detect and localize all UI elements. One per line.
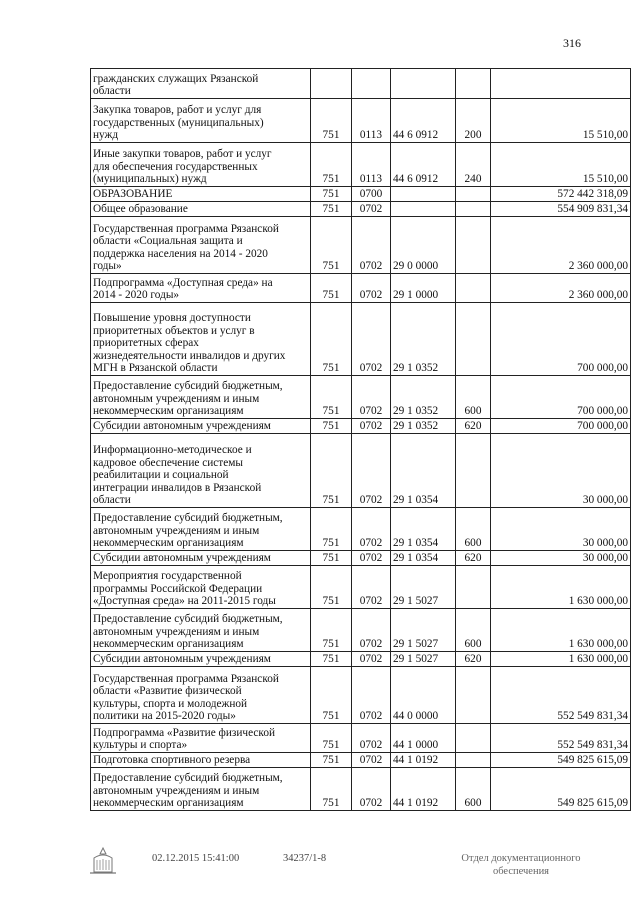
target-article-cell: 29 1 0000 xyxy=(391,274,456,303)
target-article-cell xyxy=(391,202,456,217)
table-row xyxy=(91,274,631,303)
ministry-code-cell: 751 xyxy=(311,768,352,811)
expense-type-cell: 620 xyxy=(456,652,491,667)
target-article-cell: 29 0 0000 xyxy=(391,217,456,274)
expense-type-cell xyxy=(456,303,491,376)
expense-type-cell: 600 xyxy=(456,376,491,419)
table-row xyxy=(91,434,631,508)
item-name-cell: Субсидии автономным учреждениям xyxy=(91,419,311,434)
expense-type-cell: 200 xyxy=(456,99,491,143)
amount-cell: 549 825 615,09 xyxy=(491,753,631,768)
item-name-cell: Субсидии автономным учреждениям xyxy=(91,652,311,667)
target-article-cell xyxy=(391,187,456,202)
amount-cell: 1 630 000,00 xyxy=(491,566,631,609)
expense-type-cell: 620 xyxy=(456,551,491,566)
target-article-cell: 29 1 0354 xyxy=(391,434,456,508)
expense-type-cell xyxy=(456,434,491,508)
expense-type-cell xyxy=(456,274,491,303)
table-row xyxy=(91,609,631,652)
stamp-line-2: обеспечения xyxy=(492,866,550,877)
ministry-code-cell: 751 xyxy=(311,724,352,753)
table-row xyxy=(91,376,631,419)
ministry-code-cell: 751 xyxy=(311,753,352,768)
item-name-cell: ОБРАЗОВАНИЕ xyxy=(91,187,311,202)
item-name-cell: Предоставление субсидий бюджетным, автономным учреждениям и иным некоммерческим организациям xyxy=(91,376,311,419)
target-article-cell: 29 1 0354 xyxy=(391,551,456,566)
target-article-cell: 29 1 0354 xyxy=(391,508,456,551)
section-code-cell: 0702 xyxy=(352,202,391,217)
target-article-cell: 44 1 0192 xyxy=(391,768,456,811)
expense-type-cell: 600 xyxy=(456,508,491,551)
budget-table xyxy=(90,68,631,811)
amount-cell: 2 360 000,00 xyxy=(491,274,631,303)
ministry-code-cell: 751 xyxy=(311,609,352,652)
ministry-code-cell: 751 xyxy=(311,419,352,434)
item-name-cell: Подпрограмма «Развитие физической культуры и спорта» xyxy=(91,724,311,753)
table-row xyxy=(91,667,631,724)
amount-cell: 552 549 831,34 xyxy=(491,724,631,753)
department-stamp xyxy=(446,852,596,878)
section-code-cell: 0702 xyxy=(352,217,391,274)
table-row xyxy=(91,551,631,566)
amount-cell: 700 000,00 xyxy=(491,376,631,419)
item-name-cell: Повышение уровня доступности приоритетных объектов и услуг в приоритетных сферах жизнедеятельности инвалидов и других МГН в Рязанской области xyxy=(91,303,311,376)
target-article-cell: 44 1 0000 xyxy=(391,724,456,753)
item-name-cell: Иные закупки товаров, работ и услуг для обеспечения государственных (муниципальных) нужд xyxy=(91,143,311,187)
expense-type-cell: 600 xyxy=(456,768,491,811)
table-row xyxy=(91,724,631,753)
item-name-cell: Закупка товаров, работ и услуг для государственных (муниципальных) нужд xyxy=(91,99,311,143)
table-row xyxy=(91,768,631,811)
ministry-code-cell: 751 xyxy=(311,143,352,187)
expense-type-cell: 600 xyxy=(456,609,491,652)
item-name-cell: Предоставление субсидий бюджетным, автономным учреждениям и иным некоммерческим организациям xyxy=(91,508,311,551)
emblem-icon xyxy=(86,846,120,876)
table-row xyxy=(91,419,631,434)
section-code-cell: 0702 xyxy=(352,768,391,811)
ministry-code-cell: 751 xyxy=(311,508,352,551)
amount-cell: 1 630 000,00 xyxy=(491,652,631,667)
table-row xyxy=(91,753,631,768)
section-code-cell: 0702 xyxy=(352,753,391,768)
amount-cell: 15 510,00 xyxy=(491,143,631,187)
ministry-code-cell xyxy=(311,69,352,99)
amount-cell: 15 510,00 xyxy=(491,99,631,143)
section-code-cell: 0702 xyxy=(352,652,391,667)
table-row xyxy=(91,69,631,99)
item-name-cell: Информационно-методическое и кадровое обеспечение системы реабилитации и социальной интеграции инвалидов в Рязанской области xyxy=(91,434,311,508)
ministry-code-cell: 751 xyxy=(311,566,352,609)
item-name-cell: Государственная программа Рязанской области «Развитие физической культуры, спорта и молодежной политики на 2015-2020 годы» xyxy=(91,667,311,724)
target-article-cell: 29 1 0352 xyxy=(391,303,456,376)
expense-type-cell xyxy=(456,753,491,768)
budget-table-body xyxy=(91,69,631,811)
ministry-code-cell: 751 xyxy=(311,202,352,217)
ministry-code-cell: 751 xyxy=(311,99,352,143)
item-name-cell: Предоставление субсидий бюджетным, автономным учреждениям и иным некоммерческим организациям xyxy=(91,609,311,652)
ministry-code-cell: 751 xyxy=(311,376,352,419)
expense-type-cell xyxy=(456,187,491,202)
expense-type-cell: 620 xyxy=(456,419,491,434)
amount-cell: 700 000,00 xyxy=(491,303,631,376)
ministry-code-cell: 751 xyxy=(311,551,352,566)
item-name-cell: Субсидии автономным учреждениям xyxy=(91,551,311,566)
target-article-cell: 29 1 5027 xyxy=(391,609,456,652)
target-article-cell: 44 0 0000 xyxy=(391,667,456,724)
section-code-cell: 0702 xyxy=(352,376,391,419)
item-name-cell: Общее образование xyxy=(91,202,311,217)
section-code-cell: 0702 xyxy=(352,419,391,434)
section-code-cell: 0702 xyxy=(352,609,391,652)
target-article-cell: 44 6 0912 xyxy=(391,143,456,187)
amount-cell: 572 442 318,09 xyxy=(491,187,631,202)
item-name-cell: Подготовка спортивного резерва xyxy=(91,753,311,768)
ministry-code-cell: 751 xyxy=(311,187,352,202)
section-code-cell: 0702 xyxy=(352,566,391,609)
section-code-cell: 0702 xyxy=(352,303,391,376)
ministry-code-cell: 751 xyxy=(311,434,352,508)
item-name-cell: Подпрограмма «Доступная среда» на 2014 - 2020 годы» xyxy=(91,274,311,303)
section-code-cell: 0702 xyxy=(352,274,391,303)
table-row xyxy=(91,508,631,551)
section-code-cell: 0702 xyxy=(352,667,391,724)
footer-doc-number: 34237/1-8 xyxy=(283,853,327,864)
table-row xyxy=(91,652,631,667)
table-row xyxy=(91,217,631,274)
section-code-cell: 0702 xyxy=(352,724,391,753)
amount-cell xyxy=(491,69,631,99)
item-name-cell: Предоставление субсидий бюджетным, автономным учреждениям и иным некоммерческим организациям xyxy=(91,768,311,811)
table-row xyxy=(91,303,631,376)
amount-cell: 30 000,00 xyxy=(491,508,631,551)
expense-type-cell: 240 xyxy=(456,143,491,187)
target-article-cell: 44 6 0912 xyxy=(391,99,456,143)
section-code-cell: 0702 xyxy=(352,551,391,566)
amount-cell: 554 909 831,34 xyxy=(491,202,631,217)
section-code-cell: 0702 xyxy=(352,508,391,551)
section-code-cell: 0113 xyxy=(352,143,391,187)
target-article-cell: 44 1 0192 xyxy=(391,753,456,768)
target-article-cell xyxy=(391,69,456,99)
section-code-cell: 0702 xyxy=(352,434,391,508)
amount-cell: 30 000,00 xyxy=(491,434,631,508)
expense-type-cell xyxy=(456,667,491,724)
item-name-cell: Государственная программа Рязанской области «Социальная защита и поддержка населения на 2014 - 2020 годы» xyxy=(91,217,311,274)
page-number: 316 xyxy=(563,36,581,50)
ministry-code-cell: 751 xyxy=(311,652,352,667)
expense-type-cell xyxy=(456,69,491,99)
item-name-cell: гражданских служащих Рязанской области xyxy=(91,69,311,99)
amount-cell: 30 000,00 xyxy=(491,551,631,566)
ministry-code-cell: 751 xyxy=(311,217,352,274)
stamp-line-1: Отдел документационного xyxy=(461,853,581,864)
table-row xyxy=(91,143,631,187)
ministry-code-cell: 751 xyxy=(311,667,352,724)
amount-cell: 2 360 000,00 xyxy=(491,217,631,274)
section-code-cell: 0700 xyxy=(352,187,391,202)
expense-type-cell xyxy=(456,566,491,609)
amount-cell: 552 549 831,34 xyxy=(491,667,631,724)
footer-datetime: 02.12.2015 15:41:00 xyxy=(152,853,240,864)
section-code-cell: 0113 xyxy=(352,99,391,143)
amount-cell: 700 000,00 xyxy=(491,419,631,434)
expense-type-cell xyxy=(456,202,491,217)
item-name-cell: Мероприятия государственной программы Российской Федерации «Доступная среда» на 2011-2015 годы xyxy=(91,566,311,609)
amount-cell: 549 825 615,09 xyxy=(491,768,631,811)
table-row xyxy=(91,99,631,143)
expense-type-cell xyxy=(456,217,491,274)
target-article-cell: 29 1 5027 xyxy=(391,652,456,667)
target-article-cell: 29 1 5027 xyxy=(391,566,456,609)
amount-cell: 1 630 000,00 xyxy=(491,609,631,652)
section-code-cell xyxy=(352,69,391,99)
ministry-code-cell: 751 xyxy=(311,274,352,303)
table-row xyxy=(91,202,631,217)
expense-type-cell xyxy=(456,724,491,753)
target-article-cell: 29 1 0352 xyxy=(391,376,456,419)
ministry-code-cell: 751 xyxy=(311,303,352,376)
table-row xyxy=(91,566,631,609)
target-article-cell: 29 1 0352 xyxy=(391,419,456,434)
table-row xyxy=(91,187,631,202)
